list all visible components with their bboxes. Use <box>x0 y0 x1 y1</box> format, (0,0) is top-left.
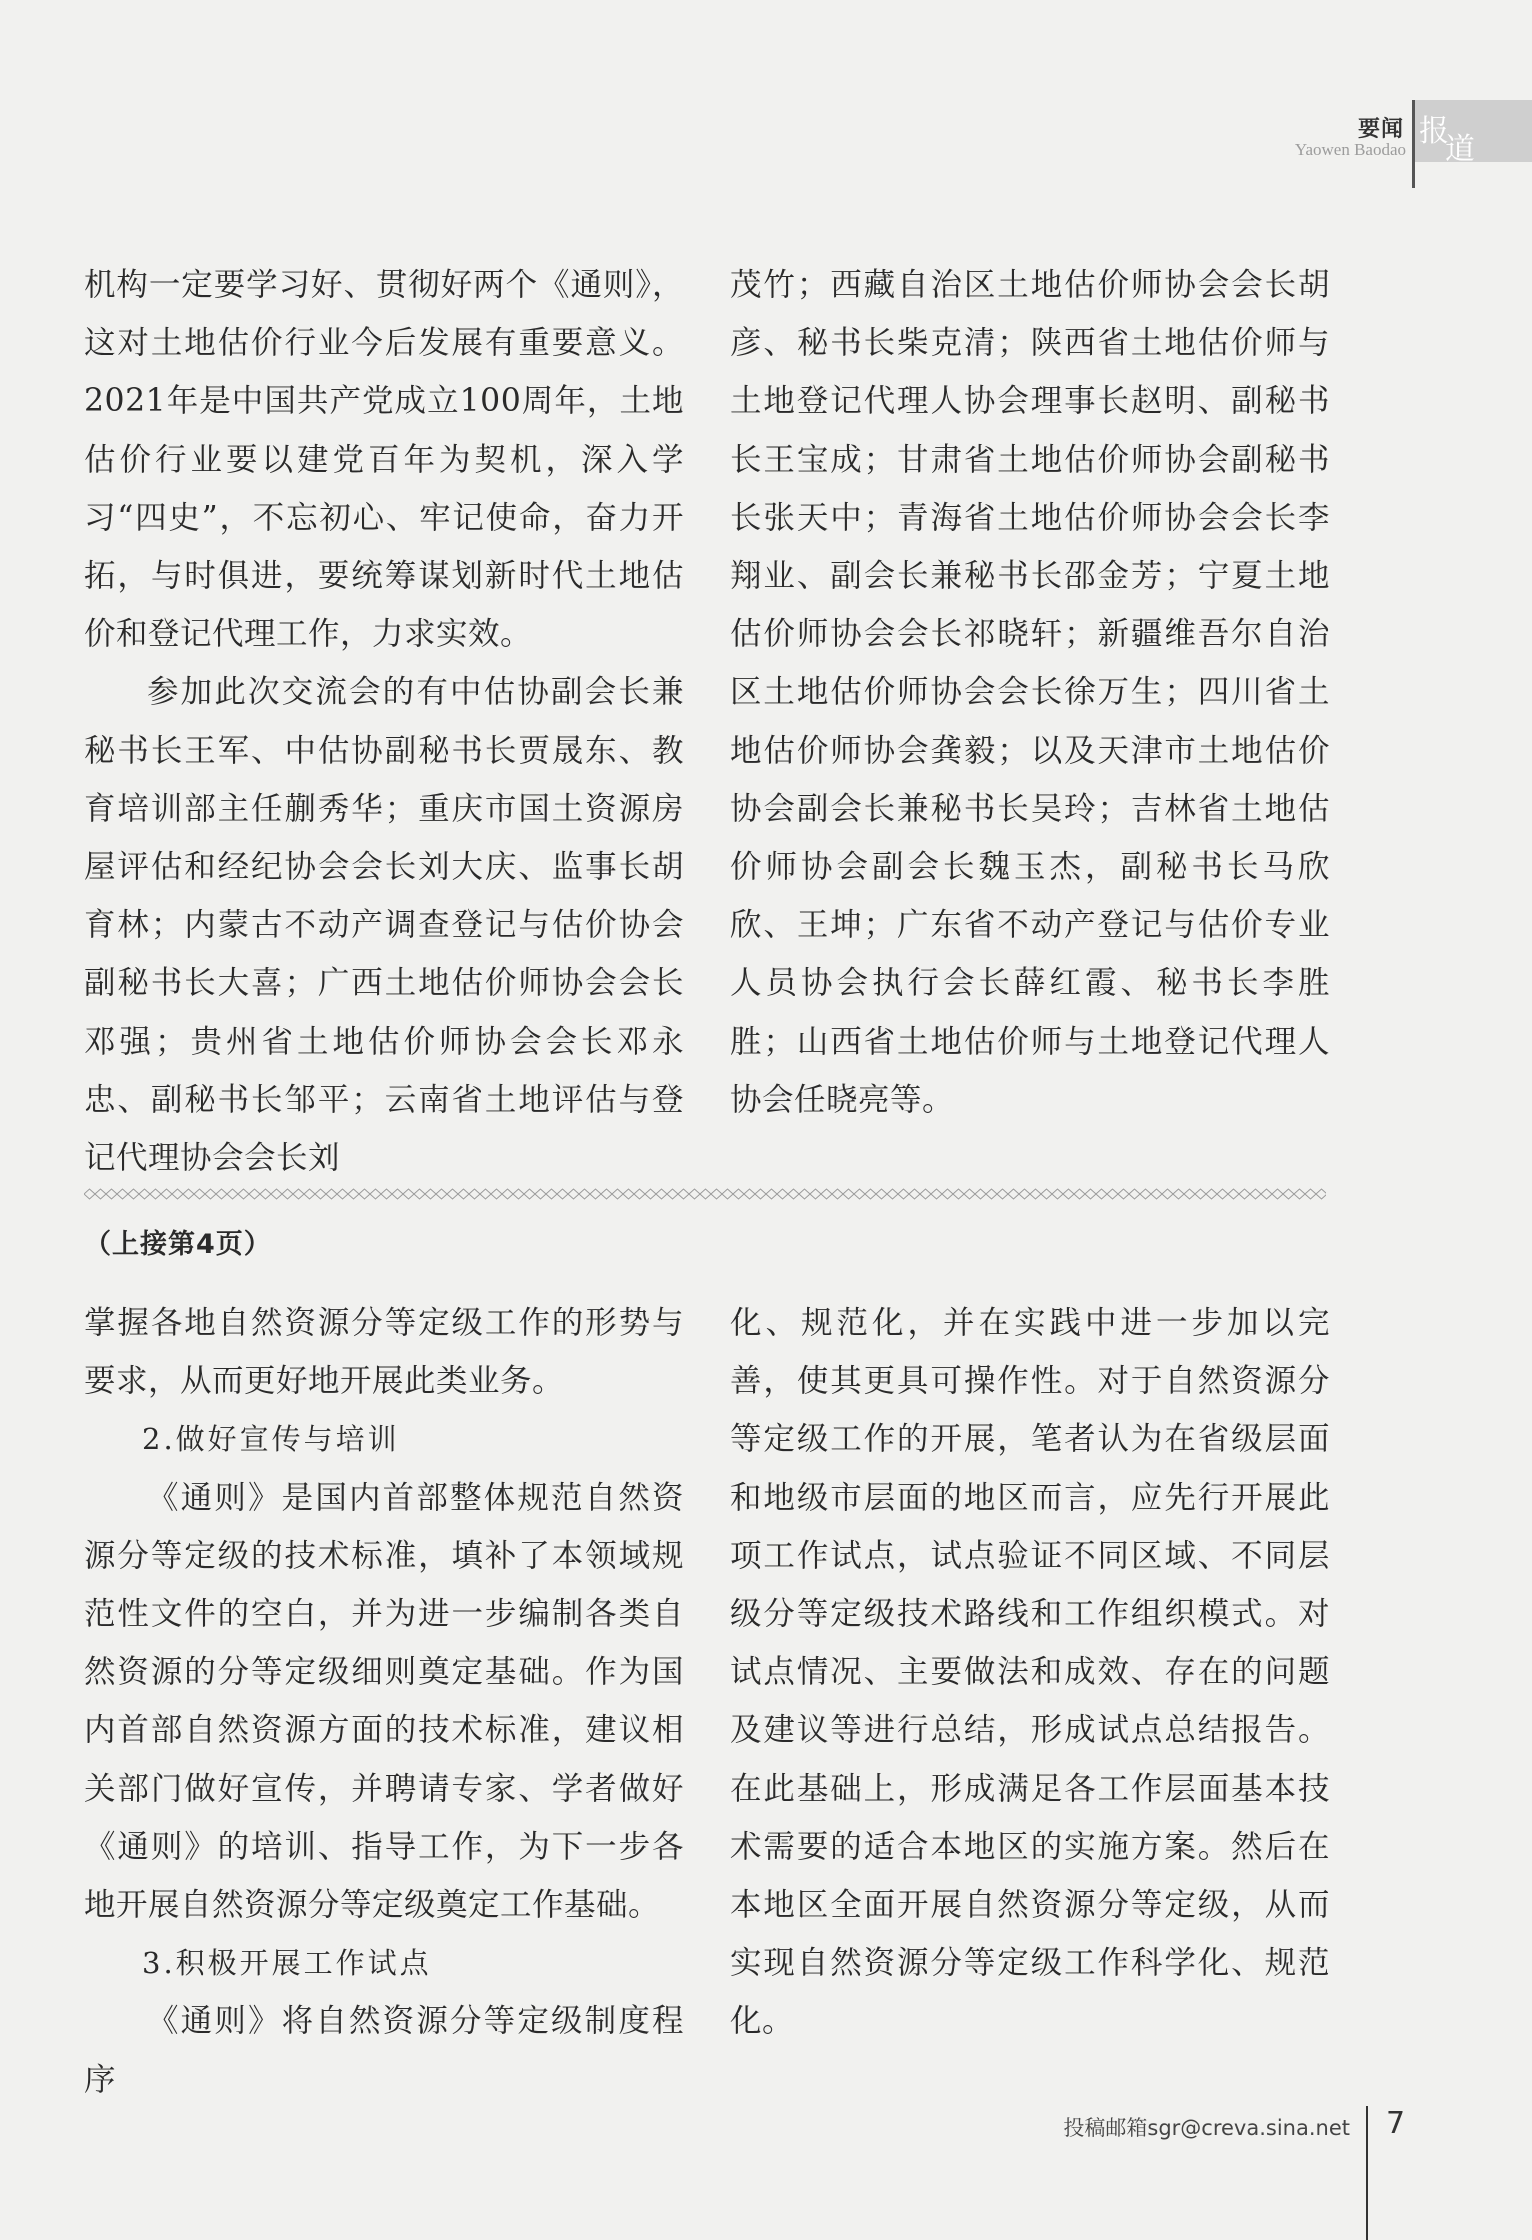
paragraph: 《通则》是国内首部整体规范自然资源分等定级的技术标准，填补了本领域规范性文件的空白，并为进一步编制各类自然资源的分等定级细则奠定基础。作为国内首部自然资源方面的技术标准，建议相关部门做好宣传，并聘请专家、学者做好《通则》的培训、指导工作，为下一步各地开展自然资源分等定级奠定工作基础。 <box>84 1479 684 1924</box>
footer-divider <box>1366 2106 1368 2240</box>
page-number: 7 <box>1386 2106 1406 2141</box>
top-left-column <box>84 256 684 1187</box>
section-tab-char-1: 报 <box>1419 114 1449 149</box>
subheading: 2.做好宣传与培训 <box>142 1422 400 1457</box>
section-title: 要闻 <box>1357 116 1404 142</box>
submission-email: 投稿邮箱sgr@creva.sina.net <box>1063 2116 1350 2140</box>
paragraph: 《通则》将自然资源分等定级制度程序 <box>84 2003 684 2098</box>
paragraph: 化、规范化，并在实践中进一步加以完善，使其更具可操作性。对于自然资源分等定级工作的开展，笔者认为在省级层面和地级市层面的地区而言，应先行开展此项工作试点，试点验证不同区域、不同层级分等定级技术路线和工作组织模式。对试点情况、主要做法和成效、存在的问题及建议等进行总结，形成试点总结报告。在此基础上，形成满足各工作层面基本技术需要的适合本地区的实施方案。然后在本地区全面开展自然资源分等定级，从而实现自然资源分等定级工作科学化、规范化。 <box>730 1305 1330 2040</box>
top-right-column <box>730 256 1330 1129</box>
paragraph: 掌握各地自然资源分等定级工作的形势与要求，从而更好地开展此类业务。 <box>84 1305 684 1400</box>
bottom-right-column <box>730 1294 1330 2051</box>
section-tab <box>1415 100 1532 167</box>
subheading: 3.积极开展工作试点 <box>142 1946 432 1981</box>
decorative-divider <box>84 1186 1326 1202</box>
continued-from-label: （上接第4页） <box>84 1229 272 1260</box>
paragraph: 茂竹；西藏自治区土地估价师协会会长胡彦、秘书长柴克清；陕西省土地估价师与土地登记代理人协会理事长赵明、副秘书长王宝成；甘肃省土地估价师协会副秘书长张天中；青海省土地估价师协会会长李翔业、副会长兼秘书长邵金芳；宁夏土地估价师协会会长祁晓轩；新疆维吾尔自治区土地估价师协会会长徐万生；四川省土地估价师协会龚毅；以及天津市土地估价协会副会长兼秘书长吴玲；吉林省土地估价师协会副会长魏玉杰，副秘书长马欣欣、王坤；广东省不动产登记与估价专业人员协会执行会长薛红霞、秘书长李胜胜；山西省土地估价师与土地登记代理人协会任晓亮等。 <box>730 267 1330 1118</box>
bottom-left-column <box>84 1294 684 2109</box>
paragraph: 参加此次交流会的有中估协副会长兼秘书长王军、中估协副秘书长贾晟东、教育培训部主任蒯秀华；重庆市国土资源房屋评估和经纪协会会长刘大庆、监事长胡育林；内蒙古不动产调查登记与估价协会副秘书长大喜；广西土地估价师协会会长邓强；贵州省土地估价师协会会长邓永忠、副秘书长邹平；云南省土地评估与登记代理协会会长刘 <box>84 674 684 1177</box>
section-title-pinyin: Yaowen Baodao <box>1294 140 1406 159</box>
paragraph: 机构一定要学习好、贯彻好两个《通则》，这对土地估价行业今后发展有重要意义。2021年是中国共产党成立100周年，土地估价行业要以建党百年为契机，深入学习“四史”，不忘初心、牢记使命，奋力开拓，与时俱进，要统筹谋划新时代土地估价和登记代理工作，力求实效。 <box>84 267 684 653</box>
section-tab-char-2: 道 <box>1445 132 1475 167</box>
